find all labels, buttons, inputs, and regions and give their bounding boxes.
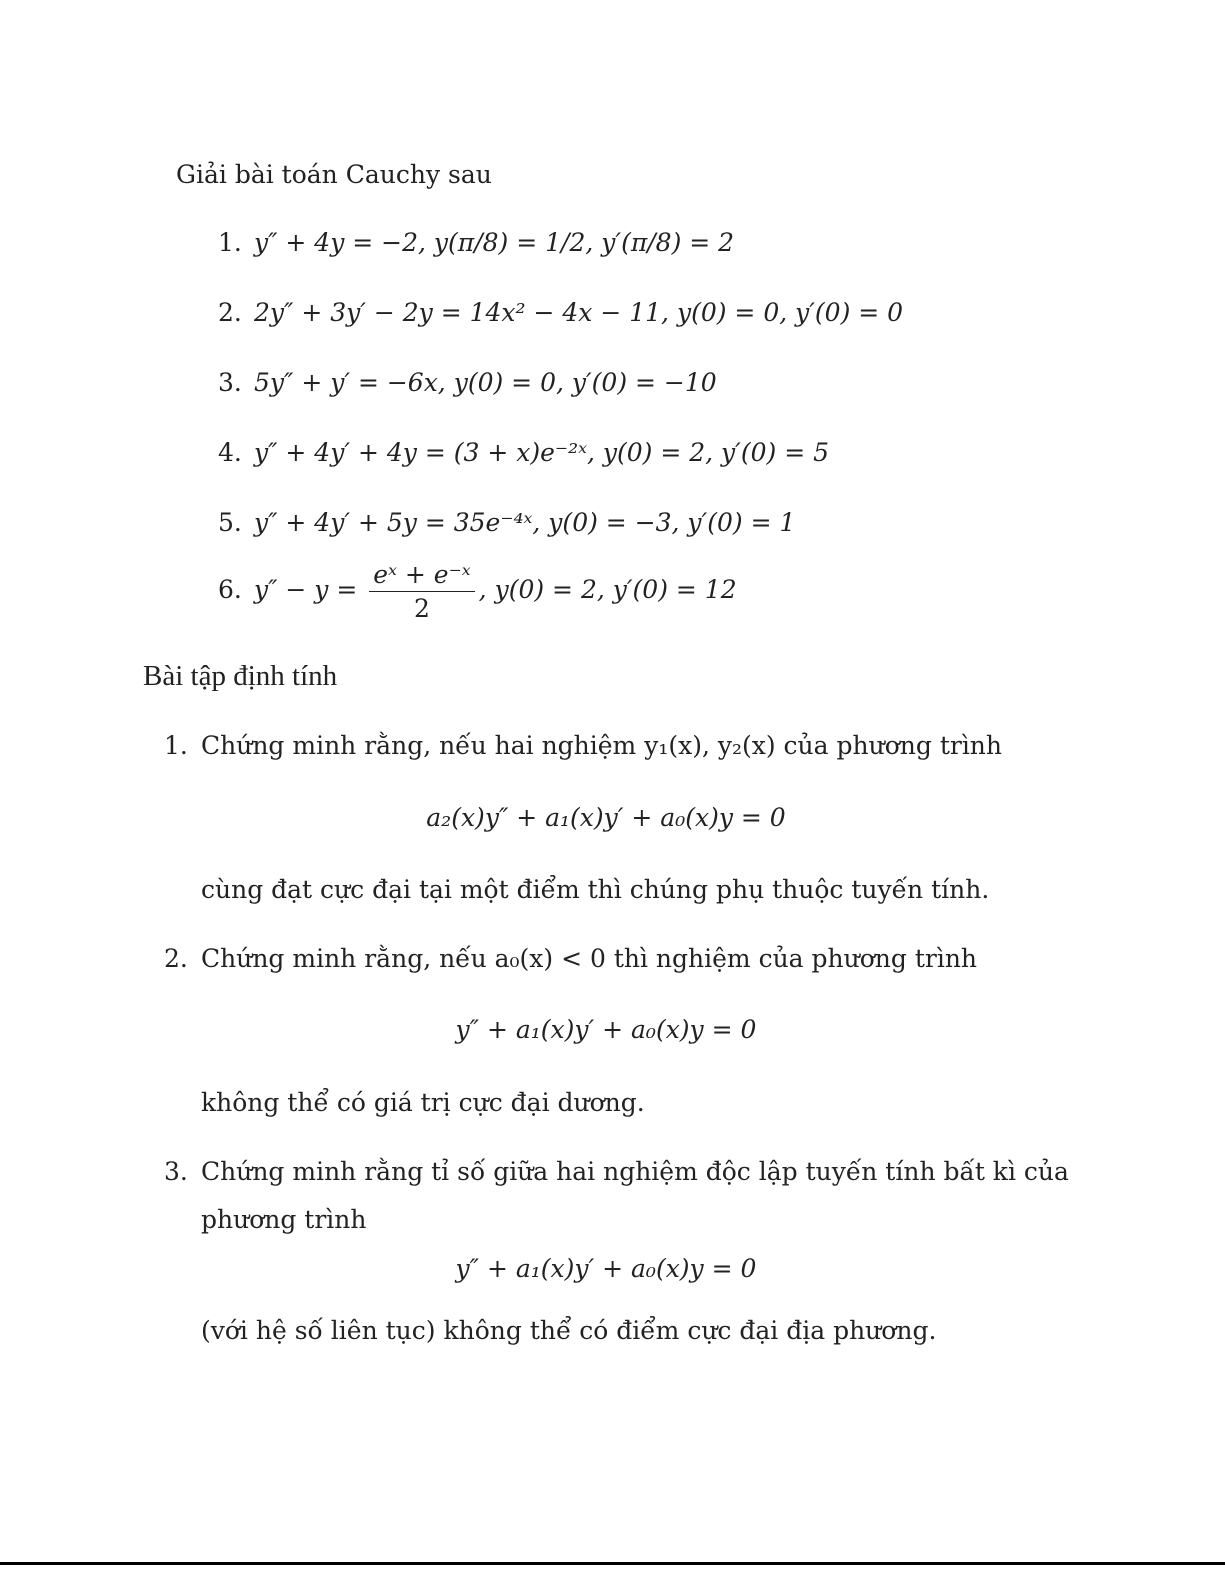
problem-number: 3. [218,368,242,397]
cauchy-problem-5 [218,508,795,537]
qualitative-3-conclusion: (với hệ số liên tục) không thể có điểm cực đại địa phương. [201,1316,937,1345]
cauchy-problem-2 [218,298,903,327]
fraction-denominator: 2 [414,594,430,623]
qualitative-1-statement [164,731,1002,760]
question-number: 3. [164,1157,188,1186]
problem-number: 2. [218,298,242,327]
problem-equation: 5y″ + y′ = −6x, y(0) = 0, y′(0) = −10 [254,368,717,397]
qualitative-2-conclusion: không thể có giá trị cực đại dương. [201,1088,645,1117]
intro-text: Giải bài toán Cauchy sau [176,160,492,189]
cauchy-problem-1 [218,228,734,257]
problem-equation: 2y″ + 3y′ − 2y = 14x² − 4x − 11, y(0) = 0, y′(0) = 0 [254,298,904,327]
qualitative-3-equation: y″ + a₁(x)y′ + a₀(x)y = 0 [455,1254,757,1283]
question-text: Chứng minh rằng, nếu a₀(x) < 0 thì nghiệm của phương trình [201,944,978,973]
problem-number: 6. [218,575,242,604]
page-bottom-rule [0,1562,1225,1565]
problem-rhs: , y(0) = 2, y′(0) = 12 [478,575,737,604]
qualitative-3-statement [164,1157,1069,1186]
question-text: Chứng minh rằng tỉ số giữa hai nghiệm độc lập tuyến tính bất kì của [201,1157,1069,1186]
section-heading: Bài tập định tính [143,660,338,692]
problem-equation: y″ + 4y′ + 5y = 35e⁻⁴ˣ, y(0) = −3, y′(0) = 1 [254,508,796,537]
question-text: Chứng minh rằng, nếu hai nghiệm y₁(x), y₂(x) của phương trình [201,731,1003,760]
problem-number: 1. [218,228,242,257]
qualitative-2-statement [164,944,977,973]
problem-lhs: y″ − y = [254,575,358,604]
question-number: 1. [164,731,188,760]
qualitative-2-equation: y″ + a₁(x)y′ + a₀(x)y = 0 [455,1015,757,1044]
fraction [369,560,474,623]
fraction-numerator: eˣ + e⁻ˣ [369,560,474,592]
problem-number: 4. [218,438,242,467]
problem-equation: y″ + 4y′ + 4y = (3 + x)e⁻²ˣ, y(0) = 2, y′(0) = 5 [254,438,829,467]
qualitative-3-statement-cont: phương trình [201,1205,367,1234]
problem-number: 5. [218,508,242,537]
qualitative-1-equation: a₂(x)y″ + a₁(x)y′ + a₀(x)y = 0 [426,803,786,832]
qualitative-1-conclusion: cùng đạt cực đại tại một điểm thì chúng phụ thuộc tuyến tính. [201,875,990,904]
cauchy-problem-6 [218,560,737,623]
question-number: 2. [164,944,188,973]
cauchy-problem-4 [218,438,829,467]
cauchy-problem-3 [218,368,717,397]
problem-equation: y″ + 4y = −2, y(π/8) = 1/2, y′(π/8) = 2 [254,228,735,257]
